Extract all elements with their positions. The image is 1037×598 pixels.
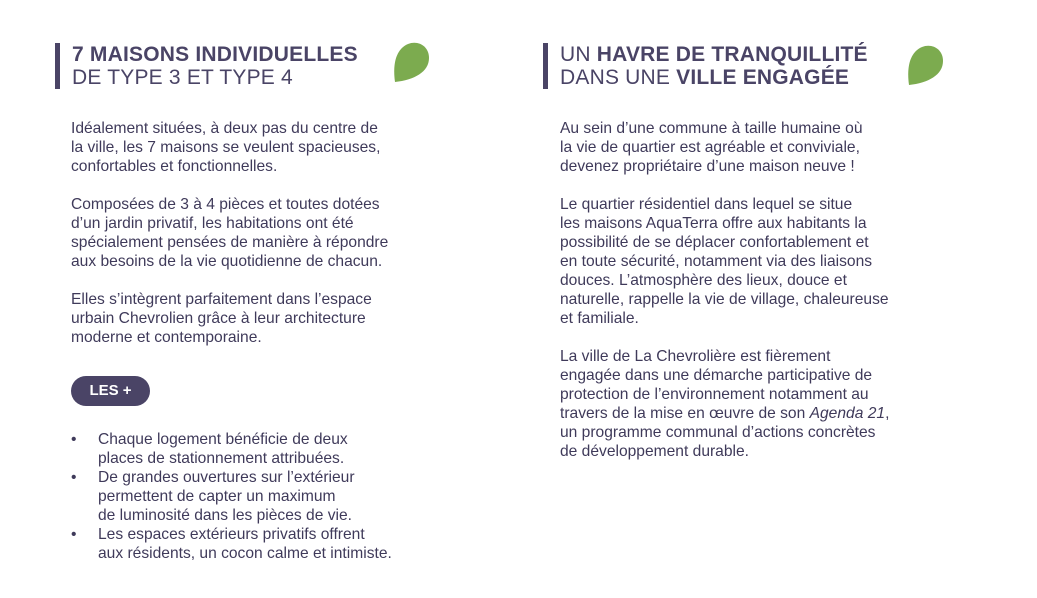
right-paragraph-3 — [560, 347, 889, 461]
text-line: Elles s’intègrent parfaitement dans l’espace — [71, 291, 372, 308]
text-line: permettent de capter un maximum — [98, 488, 336, 505]
bullet-icon: • — [71, 431, 77, 448]
text-line — [560, 404, 889, 423]
right-heading-line2-bold: VILLE ENGAGÉE — [676, 66, 850, 89]
agenda-21-text: Agenda 21 — [809, 405, 886, 422]
text-segment: , — [885, 405, 890, 422]
left-heading-line1 — [72, 43, 358, 66]
advantages-list — [71, 430, 392, 563]
text-line: possibilité de se déplacer confortablement et — [560, 234, 869, 251]
left-heading — [55, 43, 358, 89]
text-line: protection de l’environnement notamment au — [560, 386, 869, 403]
text-line: De grandes ouvertures sur l’extérieur — [98, 469, 355, 486]
right-heading-line1-normal: UN — [560, 43, 597, 66]
text-line: moderne et contemporaine. — [71, 329, 262, 346]
text-line: urbain Chevrolien grâce à leur architecture — [71, 310, 366, 327]
text-line: Idéalement situées, à deux pas du centre de — [71, 120, 378, 137]
text-line: d’un jardin privatif, les habitations ont été — [71, 215, 354, 232]
text-segment: travers de la mise en œuvre de son — [560, 405, 810, 422]
bullet-icon: • — [71, 469, 77, 486]
list-item — [71, 430, 392, 468]
left-body — [71, 119, 388, 366]
right-paragraph-1 — [560, 119, 889, 176]
list-item — [71, 468, 392, 525]
text-line: aux résidents, un cocon calme et intimiste. — [98, 545, 392, 562]
leaf-icon — [906, 45, 944, 85]
bullet-icon: • — [71, 526, 77, 543]
right-heading-line2 — [560, 66, 868, 89]
text-line: la ville, les 7 maisons se veulent spacieuses, — [71, 139, 381, 156]
text-line: Les espaces extérieurs privatifs offrent — [98, 526, 365, 543]
text-line: engagée dans une démarche participative de — [560, 367, 873, 384]
list-item — [71, 525, 392, 563]
text-line: Au sein d’une commune à taille humaine où — [560, 120, 863, 137]
text-line: de luminosité dans les pièces de vie. — [98, 507, 352, 524]
text-line: douces. L’atmosphère des lieux, douce et — [560, 272, 847, 289]
text-line: en toute sécurité, notamment via des liaisons — [560, 253, 873, 270]
left-heading-bold: 7 MAISONS INDIVIDUELLES — [72, 43, 358, 66]
text-line: Chaque logement bénéficie de deux — [98, 431, 348, 448]
left-paragraph-3 — [71, 290, 388, 347]
text-line: Le quartier résidentiel dans lequel se situe — [560, 196, 853, 213]
right-body — [560, 119, 889, 480]
right-heading-line2-normal: DANS UNE — [560, 66, 677, 89]
right-heading-line1 — [560, 43, 868, 66]
text-line: de développement durable. — [560, 443, 749, 460]
text-line: et familiale. — [560, 310, 639, 327]
text-line: Composées de 3 à 4 pièces et toutes dotées — [71, 196, 380, 213]
text-line: un programme communal d’actions concrètes — [560, 424, 876, 441]
text-line: aux besoins de la vie quotidienne de chacun. — [71, 253, 383, 270]
left-heading-normal: DE TYPE 3 ET TYPE 4 — [72, 66, 293, 89]
text-line: confortables et fonctionnelles. — [71, 158, 278, 175]
left-heading-line2 — [72, 66, 358, 89]
text-line: les maisons AquaTerra offre aux habitants la — [560, 215, 867, 232]
text-line: places de stationnement attribuées. — [98, 450, 345, 467]
text-line: spécialement pensées de manière à répondre — [71, 234, 389, 251]
right-paragraph-2 — [560, 195, 889, 328]
text-line: La ville de La Chevrolière est fièrement — [560, 348, 831, 365]
text-line: la vie de quartier est agréable et conviviale, — [560, 139, 860, 156]
left-paragraph-1 — [71, 119, 388, 176]
text-line: naturelle, rappelle la vie de village, chaleureuse — [560, 291, 889, 308]
les-plus-badge: LES + — [71, 376, 150, 406]
leaf-icon — [392, 42, 430, 82]
right-heading-line1-bold: HAVRE DE TRANQUILLITÉ — [596, 43, 868, 66]
left-paragraph-2 — [71, 195, 388, 271]
text-line: devenez propriétaire d’une maison neuve ! — [560, 158, 855, 175]
right-heading — [543, 43, 868, 89]
